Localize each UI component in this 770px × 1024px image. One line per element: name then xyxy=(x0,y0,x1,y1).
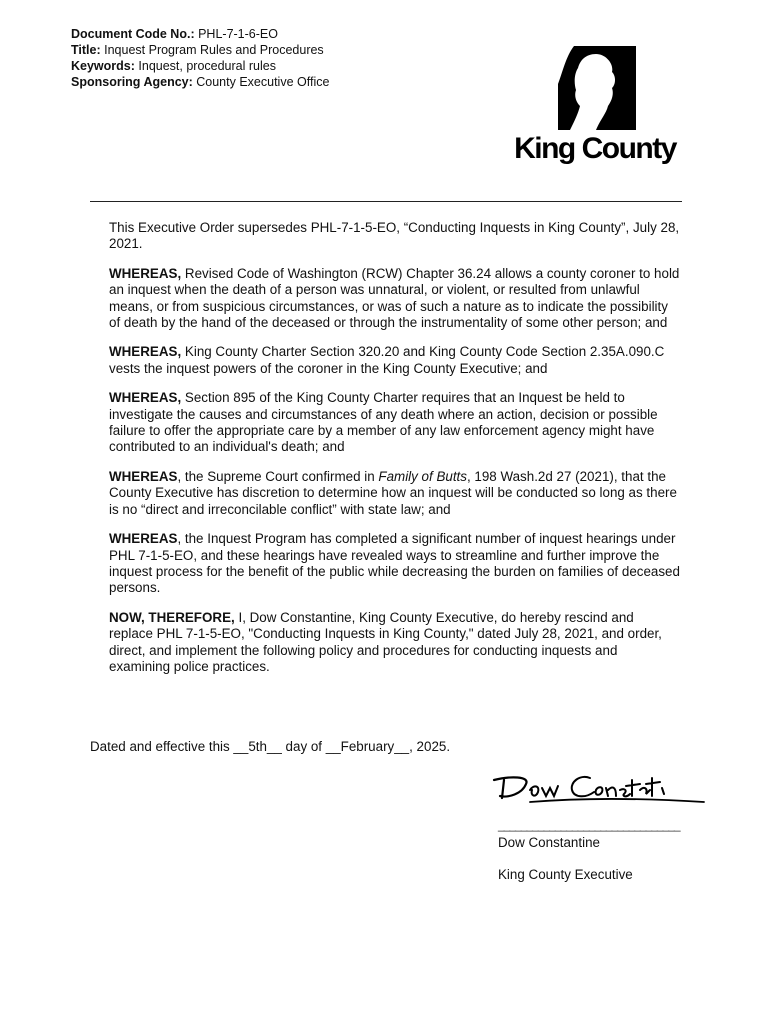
dated-line: Dated and effective this __5th__ day of __February__, 2025. xyxy=(90,739,451,754)
whereas-lead: WHEREAS, xyxy=(109,390,182,406)
whereas-lead: WHEREAS xyxy=(109,531,178,547)
whereas-text-cont: , 198 Wash.2d 27 (2021), that the County Executive has discretion to determine how an inquest will be conducted so long as there is no “direct and irreconcilable conflict” with state law; and xyxy=(109,468,677,517)
agency-value: County Executive Office xyxy=(196,75,330,89)
signer-title: King County Executive xyxy=(498,867,633,882)
signature-line: ________________________________ xyxy=(498,818,680,832)
agency-line xyxy=(71,74,329,90)
executive-order-body xyxy=(109,220,681,688)
keywords-line xyxy=(71,58,329,74)
doc-code-line xyxy=(71,26,329,42)
header-divider xyxy=(90,201,682,202)
handwritten-signature xyxy=(490,768,710,812)
logo-wordmark: King County xyxy=(514,132,676,165)
whereas-paragraph-4 xyxy=(109,469,681,518)
case-citation: Family of Butts xyxy=(378,468,467,484)
whereas-paragraph-2 xyxy=(109,344,681,377)
keywords-label: Keywords: xyxy=(71,59,135,73)
now-therefore-text: I, Dow Constantine, King County Executive, do hereby rescind and replace PHL 7-1-5-EO, "Conducting Inquests in King County," dated July 28, 2021, and order, direct, and implement the following policy and procedures for conducting inquests and examining police practices. xyxy=(109,609,662,674)
king-county-logo xyxy=(510,44,680,168)
keywords-value: Inquest, procedural rules xyxy=(138,59,276,73)
title-line xyxy=(71,42,329,58)
doc-code-label: Document Code No.: xyxy=(71,27,195,41)
whereas-lead: WHEREAS, xyxy=(109,265,182,281)
now-therefore-paragraph xyxy=(109,610,681,676)
whereas-paragraph-3 xyxy=(109,390,681,456)
document-header xyxy=(71,26,329,90)
whereas-text: Section 895 of the King County Charter requires that an Inquest be held to investigate the causes and circumstances of any death where an action, decision or possible failure to offer the appropriate care by a member of any law enforcement agency might have contributed to an individual's death; and xyxy=(109,390,658,455)
whereas-text: Revised Code of Washington (RCW) Chapter 36.24 allows a county coroner to hold an inquest when the death of a person was unnatural, or violent, or resulted from unlawful means, or from suspicious circumstances, or was of such a nature as to indicate the possibility of death by the hand of the deceased or through the instrumentality of some other person; and xyxy=(109,265,680,331)
whereas-paragraph-1 xyxy=(109,266,681,332)
whereas-lead: WHEREAS, xyxy=(109,344,182,360)
whereas-lead: WHEREAS xyxy=(109,468,178,484)
now-therefore-lead: NOW, THEREFORE, xyxy=(109,609,235,625)
supersedes-paragraph: This Executive Order supersedes PHL-7-1-5-EO, “Conducting Inquests in King County”, July 28, 2021. xyxy=(109,220,680,252)
whereas-text: King County Charter Section 320.20 and King County Code Section 2.35A.090.C vests the inquest powers of the coroner in the King County Executive; and xyxy=(109,344,665,376)
whereas-text: , the Inquest Program has completed a significant number of inquest hearings under PHL 7-1-5-EO, and these hearings have revealed ways to streamline and further improve the inquest process for the benefit of the public while decreasing the burden on families of deceased persons. xyxy=(109,531,680,596)
whereas-paragraph-5 xyxy=(109,531,681,597)
title-label: Title: xyxy=(71,43,101,57)
signer-name: Dow Constantine xyxy=(498,835,600,850)
king-county-mlk-logo-icon xyxy=(556,44,638,130)
agency-label: Sponsoring Agency: xyxy=(71,75,193,89)
doc-code-value: PHL-7-1-6-EO xyxy=(198,27,278,41)
title-value: Inquest Program Rules and Procedures xyxy=(104,43,324,57)
whereas-text: , the Supreme Court confirmed in xyxy=(177,468,379,484)
